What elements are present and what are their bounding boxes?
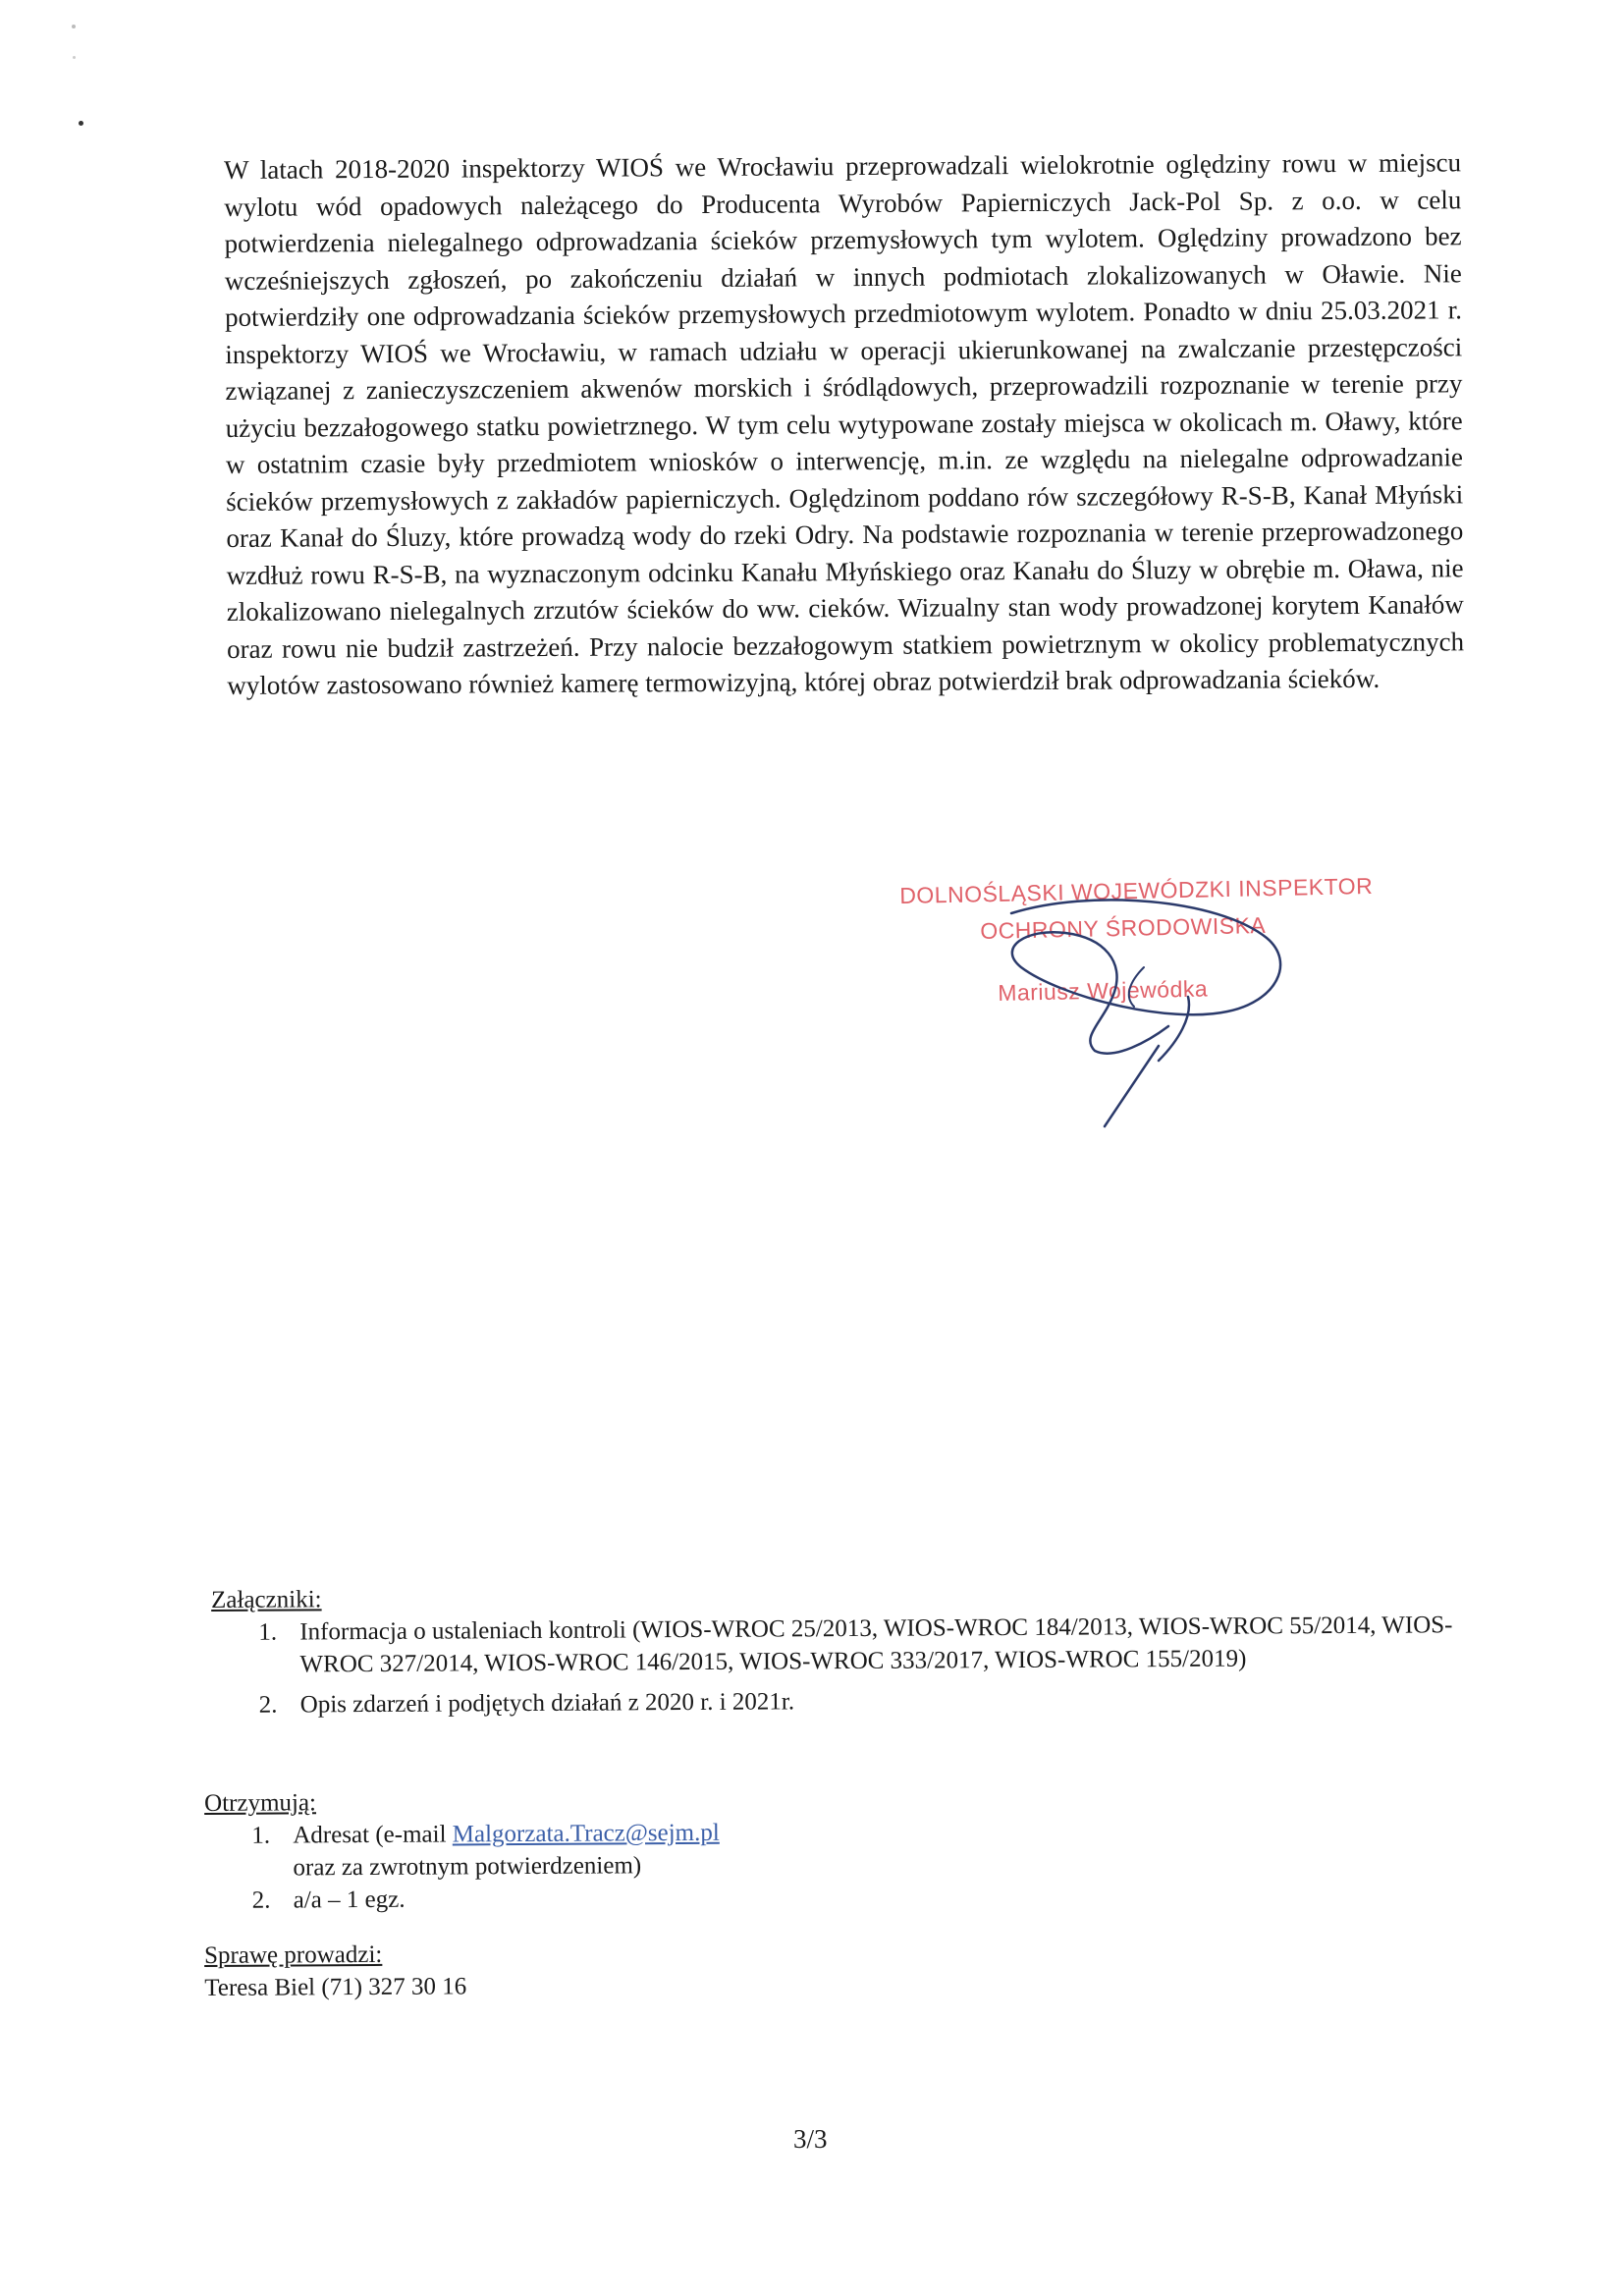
body-paragraph: W latach 2018-2020 inspektorzy WIOŚ we Wrocławiu przeprowadzali wielokrotnie oględziny rowu w miejscu wylotu wód opadowych należącego do Producenta Wyrobów Papierniczych Jack-Pol Sp. z o.o. w celu potwierdzenia nielegalnego odprowadzania ścieków przemysłowych tym wylotem. Oględziny prowadzono bez wcześniejszych zgłoszeń, po zakończeniu działań w innych podmiotach zlokalizowanych w Oławie. Nie potwierdziły one odprowadzania ścieków przemysłowych przedmiotowym wylotem. Ponadto w dniu 25.03.2021 r. inspektorzy WIOŚ we Wrocławiu, w ramach udziału w operacji ukierunkowanej na zwalczanie przestępczości związanej z zanieczyszczeniem akwenów morskich i śródlądowych, przeprowadzili rozpoznanie w terenie przy użyciu bezzałogowego statku powietrznego. W tym celu wytypowane zostały miejsca w okolicach m. Oławy, które w ostatnim czasie były przedmiotem wniosków o interwencję, m.in. ze względu na nielegalne odprowadzanie ścieków przemysłowych z zakładów papierniczych. Oględzinom poddano rów szczegółowy R-S-B, Kanał Młyński oraz Kanał do Śluzy, które prowadzą wody do rzeki Odry. Na podstawie rozpoznania w terenie przeprowadzonego wzdłuż rowu R-S-B, na wyznaczonym odcinku Kanału Młyńskiego oraz Kanału do Śluzy w obrębie m. Oława, nie zlokalizowano nielegalnych zrzutów ścieków do ww. cieków. Wizualny stan wody prowadzonej korytem Kanałów oraz rowu nie budził zastrzeżeń. Przy nalocie bezzałogowym statkiem powietrznym w okolicy problematycznych wylotów zastosowano również kamerę termowizyjną, której obraz potwierdził brak odprowadzania ścieków. xyxy=(224,147,1465,700)
handler-heading: Sprawę prowadzi: xyxy=(204,1941,383,1969)
recipient-text: a/a – 1 egz. xyxy=(293,1886,406,1914)
official-stamp xyxy=(893,869,1374,1134)
handler-name: Teresa Biel (71) 327 30 16 xyxy=(204,1973,467,2001)
scan-mark xyxy=(79,121,83,126)
page-number: 3/3 xyxy=(793,2124,828,2154)
recipient-note: oraz za zwrotnym potwierdzeniem) xyxy=(293,1852,642,1882)
handwritten-signature xyxy=(893,869,1286,1134)
recipients-heading: Otrzymują: xyxy=(204,1789,317,1817)
list-item xyxy=(205,1879,1187,1917)
stamp-title-line: DOLNOŚLĄSKI WOJEWÓDZKI INSPEKTOR xyxy=(899,872,1374,908)
list-number: 2. xyxy=(251,1886,271,1914)
list-number: 2. xyxy=(258,1691,278,1719)
attachments-section xyxy=(211,1576,1464,1722)
list-number: 1. xyxy=(258,1618,278,1646)
recipients-section xyxy=(204,1781,1187,1917)
list-item xyxy=(212,1681,1464,1722)
scan-mark xyxy=(72,25,76,28)
attachments-list xyxy=(211,1609,1464,1722)
attachment-text: Opis zdarzeń i podjętych działań z 2020 r. i 2021r. xyxy=(299,1688,795,1719)
attachments-heading: Załączniki: xyxy=(211,1586,322,1613)
list-item xyxy=(211,1609,1463,1681)
scan-mark xyxy=(73,56,76,59)
attachment-text: Informacja o ustaleniach kontroli (WIOS-WROC 25/2013, WIOS-WROC 184/2013, WIOS-WROC 55/2014, WIOS-WROC 327/2014, WIOS-WROC 146/2015, WIOS-WROC 333/2017, WIOS-WROC 155/2019) xyxy=(299,1612,1453,1678)
email-link[interactable]: Malgorzata.Tracz@sejm.pl xyxy=(452,1819,720,1848)
handler-section xyxy=(204,1936,793,2004)
recipients-list xyxy=(204,1814,1187,1917)
stamp-name-line: Mariusz Wojewódka xyxy=(998,975,1209,1006)
list-number: 1. xyxy=(251,1822,271,1849)
recipient-prefix: Adresat (e-mail xyxy=(293,1821,453,1849)
stamp-subtitle-line: OCHRONY ŚRODOWISKA xyxy=(980,911,1267,944)
list-item xyxy=(204,1814,1186,1885)
